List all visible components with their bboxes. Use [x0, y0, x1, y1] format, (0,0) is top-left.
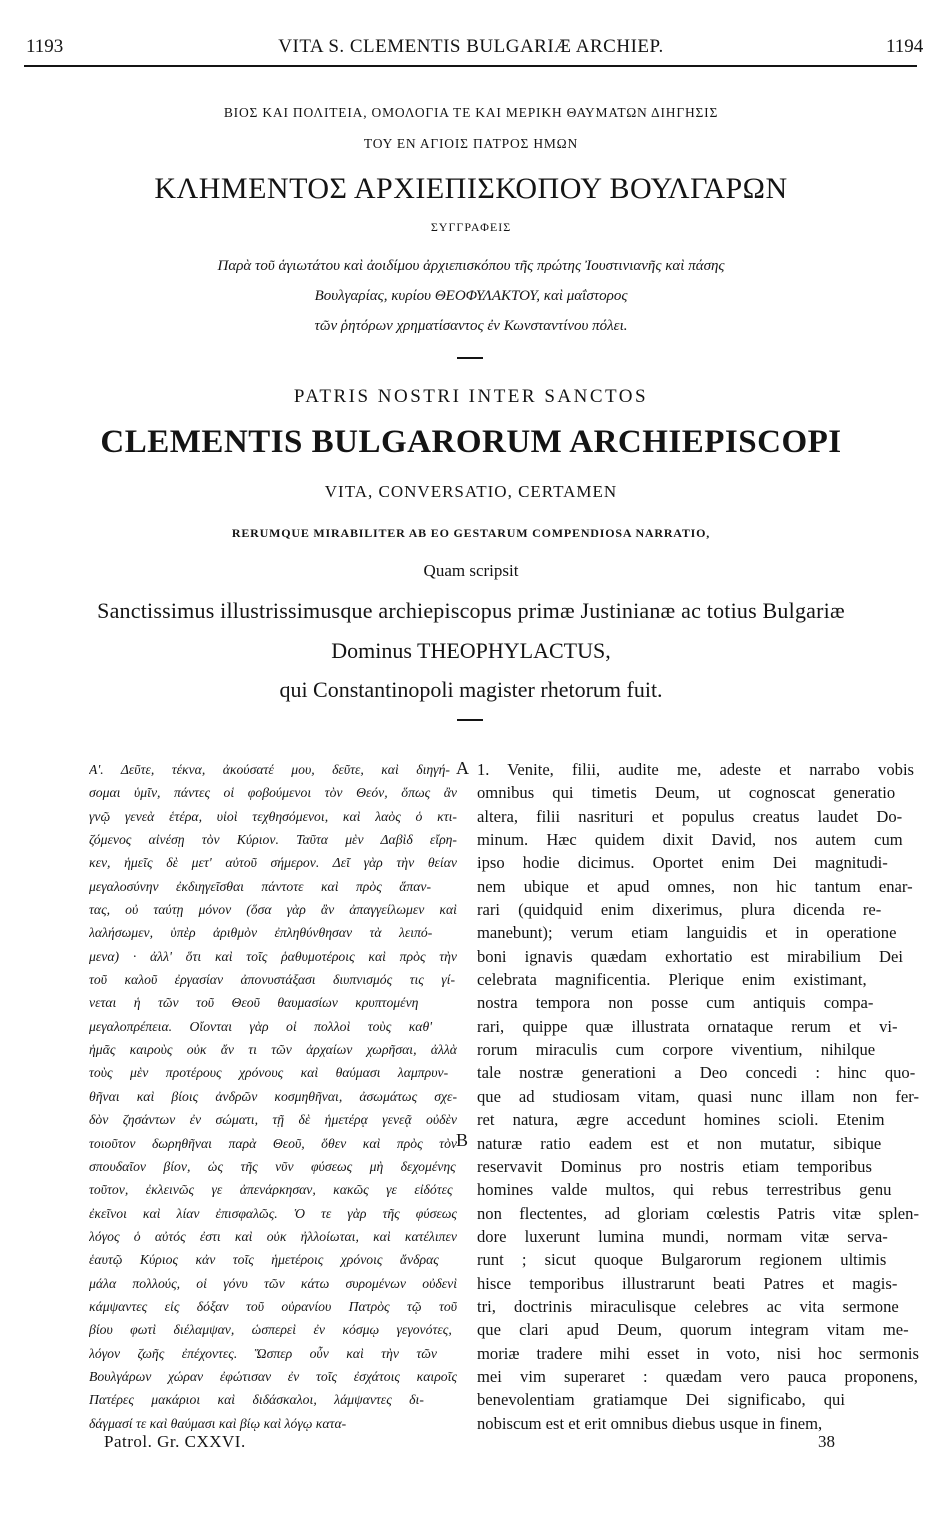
running-title: VITA S. CLEMENTIS BULGARIÆ ARCHIEP.	[278, 36, 664, 57]
text-line: runt ; sicut quoque Bulgarorum regionem ultimis	[477, 1250, 887, 1270]
text-line: 1. Venite, filii, audite me, adeste et narrabo vobis	[477, 760, 915, 779]
latin-title-line-5: Quam scripsit	[423, 561, 519, 580]
text-line: rari, quippe quæ illustrata ornataque rerum et vi-	[477, 1016, 898, 1036]
text-line: tri, doctrinis miraculisque celebres ac vita sermone	[477, 1296, 899, 1316]
text-line: ἐκεῖνοι καὶ λίαν ἐπισφαλῶς. Ὁ τε γὰρ τῆς φύσεως	[89, 1205, 457, 1221]
text-line: mei vim superaret : quædam vero pauca proponens,	[477, 1366, 918, 1386]
section-divider	[457, 357, 483, 359]
text-line: λόγον ζωῆς ἐπέχοντες. Ὥσπερ οὖν καὶ τὴν τῶν	[89, 1345, 438, 1361]
text-line: κεν, ἡμεῖς δὲ μετ' αὐτοῦ σήμερον. Δεῖ γὰρ τὴν θείαν	[89, 855, 457, 871]
latin-title-line-3: VITA, CONVERSATIO, CERTAMEN	[324, 482, 618, 501]
greek-title-line-2: ΤΟΥ ΕΝ ΑΓΙΟΙΣ ΠΑΤΡΟΣ ΗΜΩΝ	[363, 136, 579, 151]
text-line: σπουδαῖον βίον, ὡς τῆς νῦν φύσεως μὴ δεχομένης	[89, 1158, 456, 1174]
latin-title-line-7: Dominus THEOPHYLACTUS,	[331, 638, 611, 663]
text-line: altera, filii nasrituri et populus creatus laudet Do-	[477, 806, 903, 826]
text-line: τας, οὐ ταύτῃ μόνον (ὅσα γὰρ ἂν ἀπαγγείλωμεν καὶ	[89, 902, 457, 918]
greek-title-line-7: τῶν ῥητόρων χρηματίσαντος ἐν Κωνσταντίνου πόλει.	[314, 318, 628, 334]
text-line: ipso hodie dicimus. Oportet enim Dei magnitudi-	[477, 853, 888, 873]
text-line: σομαι ὑμῖν, πάντες οἱ φοβούμενοι τὸν Θεόν, ὅπως ἂν	[89, 785, 457, 801]
margin-marker-a: A	[456, 758, 469, 778]
text-line: θῆναι καὶ βίοις ἀνδρῶν κοσμηθῆναι, ἀσωμάτως σχε-	[89, 1088, 457, 1104]
text-line: reservavit Dominus pro nostris etiam temporibus	[477, 1156, 872, 1176]
text-line: ζόμενος αἰνέσῃ τὸν Κύριον. Ταῦτα μὲν Δαβὶδ εἴρη-	[89, 832, 457, 848]
latin-main-title: CLEMENTIS BULGARORUM ARCHIEPISCOPI	[100, 424, 842, 460]
text-line: δάγμασί τε καὶ θαύμασι καὶ βίῳ καὶ λόγῳ κατα-	[89, 1415, 347, 1431]
text-line: rari (quidquid enim dixerimus, plura dicenda re-	[477, 900, 882, 920]
text-line: μεγαλοσύνην ἐκδιηγεῖσθαι πάντοτε καὶ πρὸς ἅπαν-	[89, 878, 432, 894]
greek-title-line-6: Βουλγαρίας, κυρίου ΘΕΟΦΥΛΑΚΤΟΥ, καὶ μαΐστορος	[314, 288, 628, 304]
greek-title-line-4: ΣΥΓΓΡΑΦΕΙΣ	[430, 220, 512, 234]
latin-title-line-6: Sanctissimus illustrissimusque archiepiscopus primæ Justinianæ ac totius Bulgariæ	[97, 598, 845, 623]
text-line: ret natura, ægre accedunt homines scioli. Etenim	[477, 1110, 885, 1130]
text-line: moriæ tradere mihi esset in voto, nisi hoc sermonis	[477, 1343, 919, 1363]
footer-volume: Patrol. Gr. CXXVI.	[104, 1432, 246, 1451]
text-line: μενα) · ἀλλ' ὅτι καὶ τοῖς ῥαθυμοτέροις καὶ πρὸς τὴν	[89, 948, 457, 964]
text-line: nostra tempora non posse cum antiquis compa-	[477, 993, 874, 1013]
text-line: μάλα πολλούς, οἱ γόνυ τῶν κάτω συρομένων οὐδενὶ	[89, 1275, 457, 1291]
greek-title-line-1: ΒΙΟΣ ΚΑΙ ΠΟΛΙΤΕΙΑ, ΟΜΟΛΟΓΙΑ ΤΕ ΚΑΙ ΜΕΡΙΚΗ ΘΑΥΜΑΤΩΝ ΔΙΗΓΗΣΙΣ	[223, 105, 719, 120]
text-line: nobiscum est et erit omnibus diebus usque in finem,	[477, 1413, 823, 1433]
footer-signature-number: 38	[818, 1432, 835, 1451]
greek-title-line-5: Παρὰ τοῦ ἁγιωτάτου καὶ ἀοιδίμου ἀρχιεπισκόπου τῆς πρώτης Ἰουστινιανῆς καὶ πάσης	[217, 258, 725, 274]
text-line: μεγαλοπρέπεια. Οἴονται γὰρ οἱ πολλοὶ τοὺς καθ'	[89, 1018, 433, 1034]
text-line: hisce temporibus illustrarunt beati Patres et magis-	[477, 1273, 898, 1293]
text-line: Πατέρες μακάριοι καὶ διδάσκαλοι, λάμψαντες δι-	[89, 1392, 424, 1408]
text-line: boni ignavis quædam exhortatio est mirabilium Dei	[477, 946, 903, 966]
text-line: tale nostræ generationi a Deo concedi : hinc quo-	[477, 1063, 916, 1083]
text-line: minum. Hæc quidem dixit David, nos autem cum	[477, 830, 903, 850]
text-line: Α'. Δεῦτε, τέκνα, ἀκούσατέ μου, δεῦτε, καὶ διηγή-	[89, 762, 450, 777]
text-line: τοὺς μὲν προτέρους χρόνους καὶ θαύμασι λαμπρυν-	[89, 1065, 449, 1081]
text-line: rorum miraculis cum corpore viventium, nihilque	[477, 1040, 876, 1060]
text-line: τοῦ καλοῦ ἐργασίαν ἀπονυστάξασι διυπνισμός τις γί-	[89, 972, 456, 988]
text-line: γνῷ γενεὰ ἑτέρα, υἱοὶ τεχθησόμενοι, καὶ λαὸς ὁ κτι-	[89, 808, 457, 824]
text-line: κάμψαντες εἰς δόξαν τοῦ οὐρανίου Πατρὸς τῷ τοῦ	[89, 1298, 457, 1314]
text-line: Βουλγάρων χώραν ἐφώτισαν ἐν τοῖς ἐσχάτοις καιροῖς	[89, 1368, 457, 1384]
page-number-right: 1194	[886, 36, 924, 57]
text-line: celebrata magnificentia. Plerique enim existimant,	[477, 970, 867, 990]
text-line: naturæ ratio eadem est et non mutatur, sibique	[477, 1133, 882, 1153]
text-line: δὸν ζησάντων ἐν σώματι, τῇ δὲ ἡμετέρᾳ γενεᾷ οὐδὲν	[89, 1112, 457, 1128]
page-number-left: 1193	[26, 36, 64, 57]
text-line: que clari apud Deum, quorum integram vitam me-	[477, 1320, 909, 1340]
text-line: ἡμᾶς καιροὺς οὐκ ἄν τι τῶν ἀρχαίων χωρῆσαι, ἀλλὰ	[89, 1042, 457, 1058]
text-line: benevolentiam gratiamque Dei significabo, qui	[477, 1390, 845, 1410]
latin-title-line-1: PATRIS NOSTRI INTER SANCTOS	[293, 386, 649, 407]
text-line: homines valde multos, qui rebus terrestribus genu	[477, 1180, 892, 1200]
text-line: ἑαυτῷ Κύριος κἀν τοῖς ἡμετέροις χρόνοις ἄνδρας	[89, 1252, 439, 1268]
greek-main-title: ΚΛΗΜΕΝΤΟΣ ΑΡΧΙΕΠΙΣΚΟΠΟΥ ΒΟΥΛΓΑΡΩΝ	[154, 172, 788, 205]
greek-text-column	[89, 758, 457, 1435]
text-line: νεται ἡ τῶν τοῦ Θεοῦ θαυμασίων κρυπτομένη	[89, 995, 419, 1011]
latin-title-line-8: qui Constantinopoli magister rhetorum fuit.	[279, 677, 663, 702]
margin-marker-b: B	[456, 1130, 469, 1150]
text-line: τοῦτον, ἐκλεινῶς γε ἀπενάρκησαν, κακῶς γε εἰδότες	[89, 1182, 453, 1198]
text-line: λαλήσωμεν, ὑπὲρ ἀριθμὸν ἐπληθύνθησαν τὰ λειπό-	[89, 925, 433, 941]
text-line: nem ubique et apud omnes, non hic tantum enar-	[477, 876, 913, 896]
text-line: omnibus qui timetis Deum, ut cognoscat generatio	[477, 783, 896, 803]
text-line: λόγος ὁ αὐτός ἐστι καὶ οὐκ ἠλλοίωται, καὶ κατέλιπεν	[89, 1228, 457, 1244]
header-rule	[24, 65, 917, 67]
latin-title-line-4: RERUMQUE MIRABILITER AB EO GESTARUM COMPENDIOSA NARRATIO,	[231, 526, 711, 540]
text-line: non flectentes, ad gloriam cœlestis Patris vitæ splen-	[477, 1203, 919, 1223]
text-line: manebunt); verum etiam languidis et in operatione	[477, 923, 897, 943]
latin-text-column	[477, 758, 919, 1435]
text-line: dore luxerunt lumina mundi, normam vitæ serva-	[477, 1226, 888, 1246]
text-line: τοιοῦτον δωρηθῆναι παρὰ Θεοῦ, ὅθεν καὶ πρὸς τὸν	[89, 1135, 457, 1151]
section-divider	[457, 719, 483, 721]
text-line: que ad studiosam vitam, quasi nunc illam non fer-	[477, 1086, 919, 1106]
text-line: βίου φωτὶ διέλαμψαν, ὡσπερεὶ ἐν κόσμῳ γεγονότες,	[89, 1322, 452, 1338]
